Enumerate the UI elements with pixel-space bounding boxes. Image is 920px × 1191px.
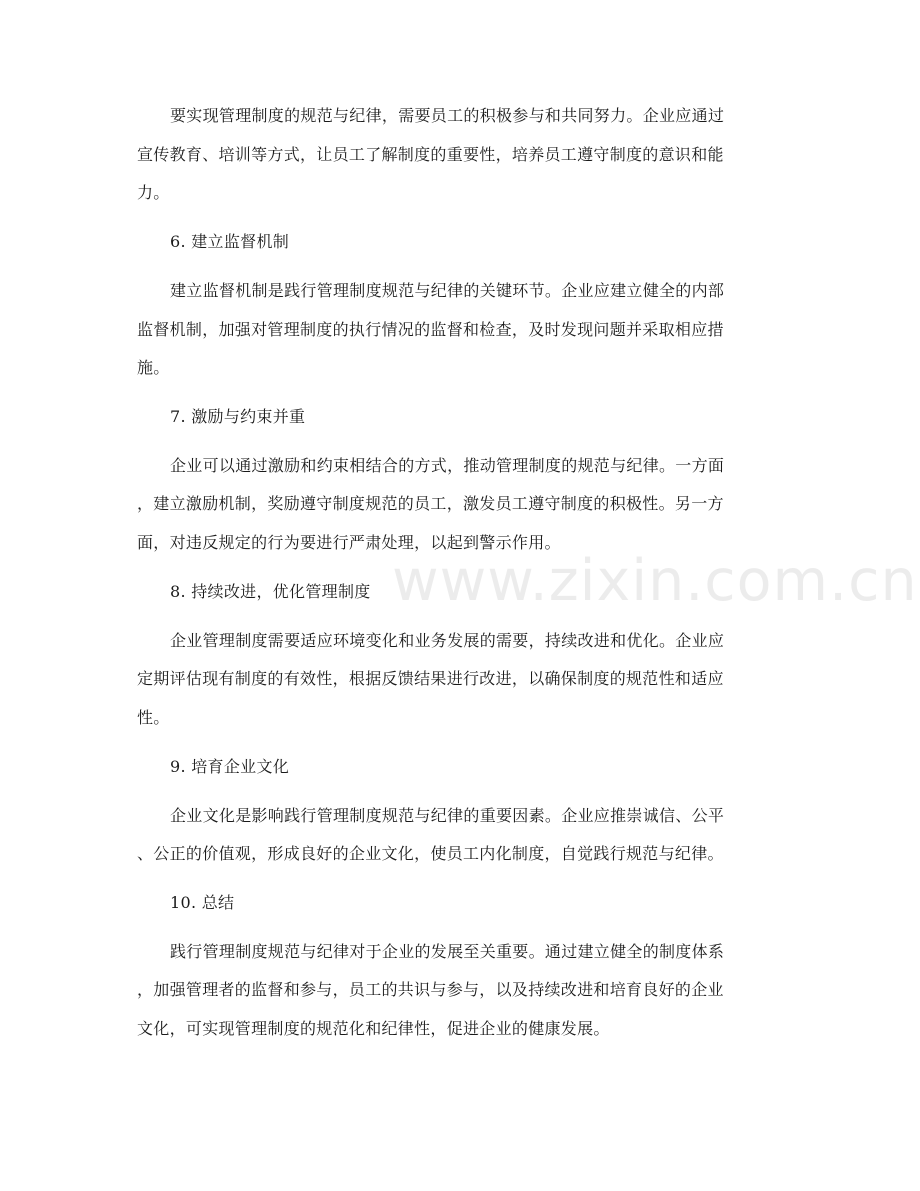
paragraph-line: ，建立激励机制，奖励遵守制度规范的员工，激发员工遵守制度的积极性。另一方 (137, 494, 724, 513)
paragraph-line: 力。 (137, 183, 170, 202)
paragraph-line: 践行管理制度规范与纪律对于企业的发展至关重要。通过建立健全的制度体系 (170, 942, 725, 961)
paragraph-line: 、公正的价值观，形成良好的企业文化，使员工内化制度，自觉践行规范与纪律。 (137, 844, 724, 863)
section-heading: 9. 培育企业文化 (170, 757, 290, 776)
section-heading: 8. 持续改进，优化管理制度 (170, 582, 371, 601)
paragraph-line: 文化，可实现管理制度的规范化和纪律性，促进企业的健康发展。 (137, 1019, 610, 1038)
paragraph-line: 宣传教育、培训等方式，让员工了解制度的重要性，培养员工遵守制度的意识和能 (137, 145, 724, 164)
paragraph-line: 建立监督机制是践行管理制度规范与纪律的关键环节。企业应建立健全的内部 (170, 281, 725, 300)
section-heading: 7. 激励与约束并重 (170, 407, 306, 426)
watermark: www.zixin.com.cn (392, 548, 918, 614)
paragraph-line: 定期评估现有制度的有效性，根据反馈结果进行改进，以确保制度的规范性和适应 (137, 669, 724, 688)
paragraph-line: 施。 (137, 358, 170, 377)
section-heading: 10. 总结 (170, 893, 235, 912)
paragraph-line: ，加强管理者的监督和参与，员工的共识与参与，以及持续改进和培育良好的企业 (137, 980, 724, 999)
paragraph-line: 性。 (137, 708, 170, 727)
section-heading: 6. 建立监督机制 (170, 232, 290, 251)
paragraph-line: 面，对违反规定的行为要进行严肃处理，以起到警示作用。 (137, 533, 561, 552)
paragraph-line: 企业管理制度需要适应环境变化和业务发展的需要，持续改进和优化。企业应 (170, 631, 725, 650)
paragraph-line: 企业文化是影响践行管理制度规范与纪律的重要因素。企业应推崇诚信、公平 (170, 806, 725, 825)
paragraph-line: 企业可以通过激励和约束相结合的方式，推动管理制度的规范与纪律。一方面 (170, 456, 725, 475)
paragraph-line: 监督机制，加强对管理制度的执行情况的监督和检查，及时发现问题并采取相应措 (137, 320, 724, 339)
paragraph-line: 要实现管理制度的规范与纪律，需要员工的积极参与和共同努力。企业应通过 (170, 106, 725, 125)
